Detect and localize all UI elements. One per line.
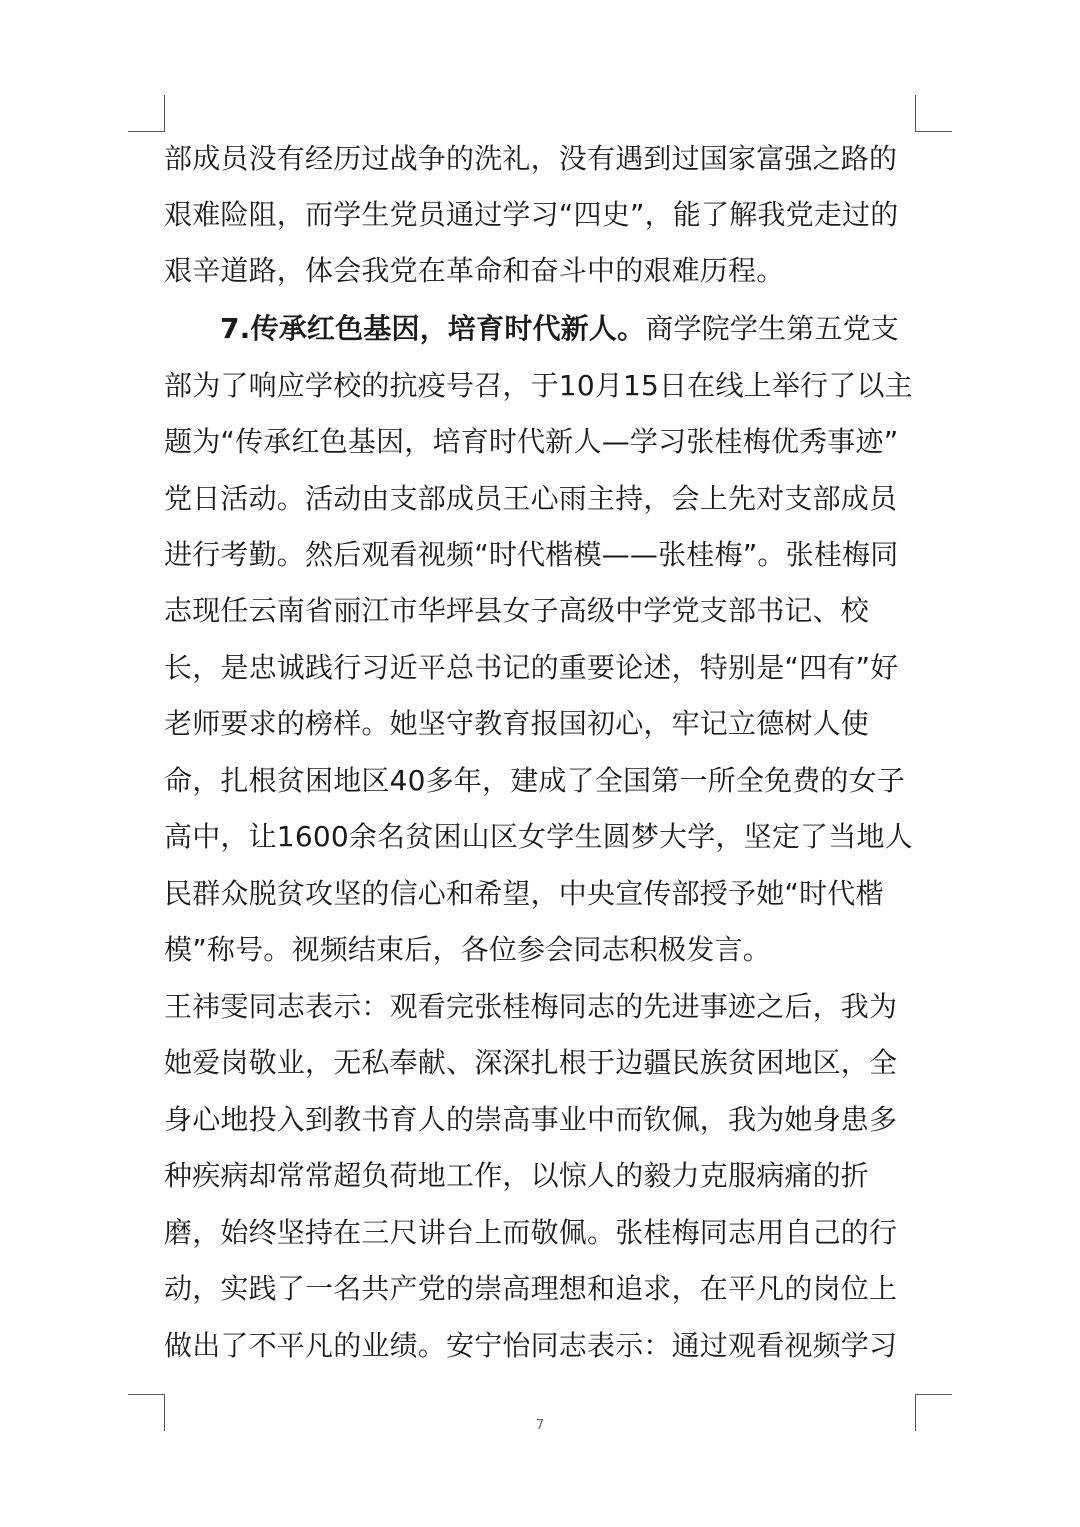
text-line: 长，是忠诚践行习近平总书记的重要论述，特别是“四有”好 (164, 651, 899, 684)
text-line: 志现任云南省丽江市华坪县女子高级中学党支部书记、校 (164, 594, 870, 627)
text-line: 艰辛道路，体会我党在革命和奋斗中的艰难历程。 (164, 254, 785, 287)
text-line: 艰难险阻，而学生党员通过学习“四史”，能了解我党走过的 (164, 198, 899, 231)
section-heading: 7.传承红色基因，培育时代新人。 (220, 312, 646, 345)
text-line: 命，扎根贫困地区40多年，建成了全国第一所全免费的女子 (164, 764, 906, 797)
text-line: 党日活动。活动由支部成员王心雨主持，会上先对支部成员 (164, 482, 898, 515)
text-line: 民群众脱贫攻坚的信心和希望，中央宣传部授予她“时代楷 (164, 877, 884, 910)
text-line: 做出了不平凡的业绩。安宁怡同志表示：通过观看视频学习 (164, 1329, 898, 1362)
text-line: 王祎雯同志表示：观看完张桂梅同志的先进事迹之后，我为 (164, 990, 898, 1023)
text-line: 身心地投入到教书育人的崇高事业中而钦佩，我为她身患多 (164, 1103, 898, 1136)
crop-mark-top-left (128, 95, 165, 132)
text-line: 动，实践了一名共产党的崇高理想和追求，在平凡的岗位上 (164, 1272, 898, 1305)
text-line: 进行考勤。然后观看视频“时代楷模——张桂梅”。张桂梅同 (164, 538, 899, 571)
text-line: 种疾病却常常超负荷地工作，以惊人的毅力克服病痛的折 (164, 1159, 870, 1192)
text-line: 部成员没有经历过战争的洗礼，没有遇到过国家富强之路的 (164, 142, 898, 175)
text-line: 老师要求的榜样。她坚守教育报国初心，牢记立德树人使 (164, 707, 870, 740)
text-line: 模”称号。视频结束后，各位参会同志积极发言。 (164, 933, 771, 966)
crop-mark-top-right (915, 95, 952, 132)
page-number: 7 (535, 1418, 545, 1433)
text-line: 题为“传承红色基因，培育时代新人—学习张桂梅优秀事迹” (164, 425, 899, 458)
text-line: 磨，始终坚持在三尺讲台上而敬佩。张桂梅同志用自己的行 (164, 1216, 898, 1249)
section-heading-continuation: 商学院学生第五党支 (645, 312, 900, 345)
text-line: 她爱岗敬业，无私奉献、深深扎根于边疆民族贫困地区，全 (164, 1046, 898, 1079)
section-heading-line (220, 301, 899, 357)
text-line: 部为了响应学校的抗疫号召，于10月15日在线上举行了以主 (164, 369, 913, 402)
text-line: 高中，让1600余名贫困山区女学生圆梦大学，坚定了当地人 (164, 820, 913, 853)
